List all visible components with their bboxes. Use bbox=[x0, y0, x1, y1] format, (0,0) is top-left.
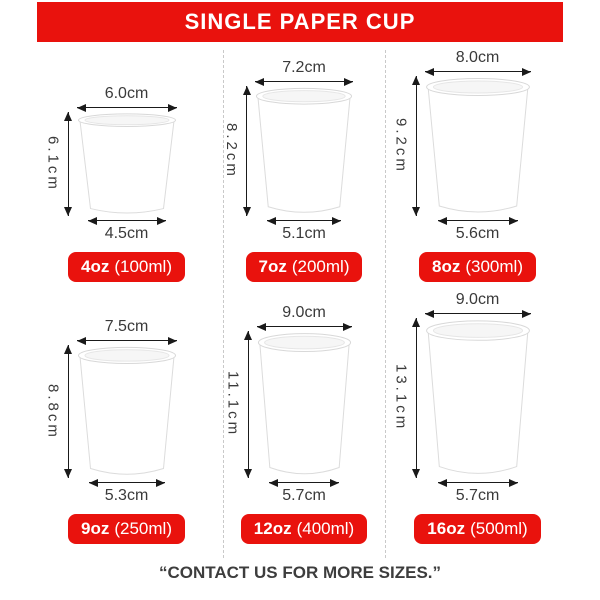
cup-figure bbox=[223, 86, 353, 216]
size-badge bbox=[419, 252, 536, 282]
height-arrow bbox=[68, 112, 69, 216]
size-oz: 16oz bbox=[427, 519, 466, 538]
size-oz: 8oz bbox=[432, 257, 461, 276]
bottom-diameter-label: 4.5cm bbox=[104, 225, 149, 242]
height-label: 8.2cm bbox=[223, 123, 240, 179]
top-width-arrow bbox=[425, 71, 531, 72]
bottom-diameter-label: 5.3cm bbox=[104, 487, 149, 504]
top-diameter-label: 8.0cm bbox=[455, 49, 500, 66]
height-arrow bbox=[68, 345, 69, 478]
top-diameter-label: 9.0cm bbox=[455, 291, 500, 308]
height-label: 13.1cm bbox=[392, 364, 410, 432]
height-arrow bbox=[416, 76, 417, 216]
height-label: 9.2cm bbox=[392, 118, 410, 174]
cup-figure bbox=[392, 318, 531, 478]
top-diameter-label: 7.2cm bbox=[282, 59, 326, 76]
top-width-arrow bbox=[425, 313, 531, 314]
height-annotation bbox=[393, 318, 417, 478]
cup-figure bbox=[224, 331, 352, 478]
top-diameter-label: 7.5cm bbox=[104, 318, 149, 335]
height-arrow bbox=[246, 86, 247, 216]
size-oz: 4oz bbox=[81, 257, 110, 276]
top-diameter-label: 9.0cm bbox=[282, 304, 326, 321]
cup-grid bbox=[30, 45, 570, 552]
cup-image bbox=[425, 318, 531, 478]
bottom-width-arrow bbox=[438, 220, 518, 221]
bottom-diameter-label: 5.1cm bbox=[282, 225, 326, 242]
size-ml: (500ml) bbox=[470, 519, 528, 538]
top-width-arrow bbox=[255, 81, 353, 82]
cup-cell-16oz bbox=[385, 290, 570, 552]
cup-cell-8oz bbox=[385, 45, 570, 290]
header-banner bbox=[37, 2, 563, 42]
height-annotation bbox=[393, 76, 417, 216]
cup-cell-9oz bbox=[30, 290, 223, 552]
cup-cell-4oz bbox=[30, 45, 223, 290]
size-badge bbox=[241, 514, 367, 544]
height-label: 11.1cm bbox=[224, 371, 242, 438]
size-ml: (100ml) bbox=[114, 257, 172, 276]
bottom-diameter-label: 5.7cm bbox=[455, 487, 500, 504]
size-oz: 12oz bbox=[253, 519, 292, 538]
bottom-diameter-label: 5.7cm bbox=[282, 487, 326, 504]
size-ml: (400ml) bbox=[296, 519, 355, 538]
size-badge bbox=[414, 514, 540, 544]
footer-text: “CONTACT US FOR MORE SIZES.” bbox=[158, 563, 442, 582]
size-ml: (300ml) bbox=[465, 257, 523, 276]
bottom-width-arrow bbox=[438, 482, 518, 483]
size-badge bbox=[246, 252, 363, 282]
height-arrow bbox=[248, 331, 249, 478]
footer-note bbox=[0, 563, 600, 583]
bottom-width-arrow bbox=[88, 220, 166, 221]
height-annotation bbox=[223, 86, 247, 216]
cup-image bbox=[257, 331, 352, 478]
size-badge bbox=[68, 514, 185, 544]
bottom-width-arrow bbox=[267, 220, 341, 221]
size-ml: (200ml) bbox=[291, 257, 350, 276]
size-oz: 9oz bbox=[81, 519, 110, 538]
size-ml: (250ml) bbox=[114, 519, 172, 538]
cup-figure bbox=[392, 76, 531, 216]
cup-cell-12oz bbox=[223, 290, 385, 552]
height-label: 8.8cm bbox=[44, 383, 62, 440]
cup-figure bbox=[44, 345, 177, 478]
top-width-arrow bbox=[77, 107, 177, 108]
size-badge bbox=[68, 252, 185, 282]
bottom-width-arrow bbox=[269, 482, 339, 483]
height-annotation bbox=[45, 112, 69, 216]
cup-cell-7oz bbox=[223, 45, 385, 290]
bottom-width-arrow bbox=[89, 482, 165, 483]
cup-figure bbox=[44, 112, 177, 216]
height-label: 6.1cm bbox=[44, 136, 62, 192]
height-arrow bbox=[416, 318, 417, 478]
top-width-arrow bbox=[257, 326, 352, 327]
height-annotation bbox=[45, 345, 69, 478]
cup-image bbox=[77, 345, 177, 478]
page-title: SINGLE PAPER CUP bbox=[184, 9, 416, 34]
top-diameter-label: 6.0cm bbox=[104, 85, 149, 102]
size-oz: 7oz bbox=[258, 257, 287, 276]
height-annotation bbox=[225, 331, 249, 478]
bottom-diameter-label: 5.6cm bbox=[455, 225, 500, 242]
top-width-arrow bbox=[77, 340, 177, 341]
cup-image bbox=[77, 112, 177, 216]
cup-image bbox=[255, 86, 353, 216]
cup-image bbox=[425, 76, 531, 216]
